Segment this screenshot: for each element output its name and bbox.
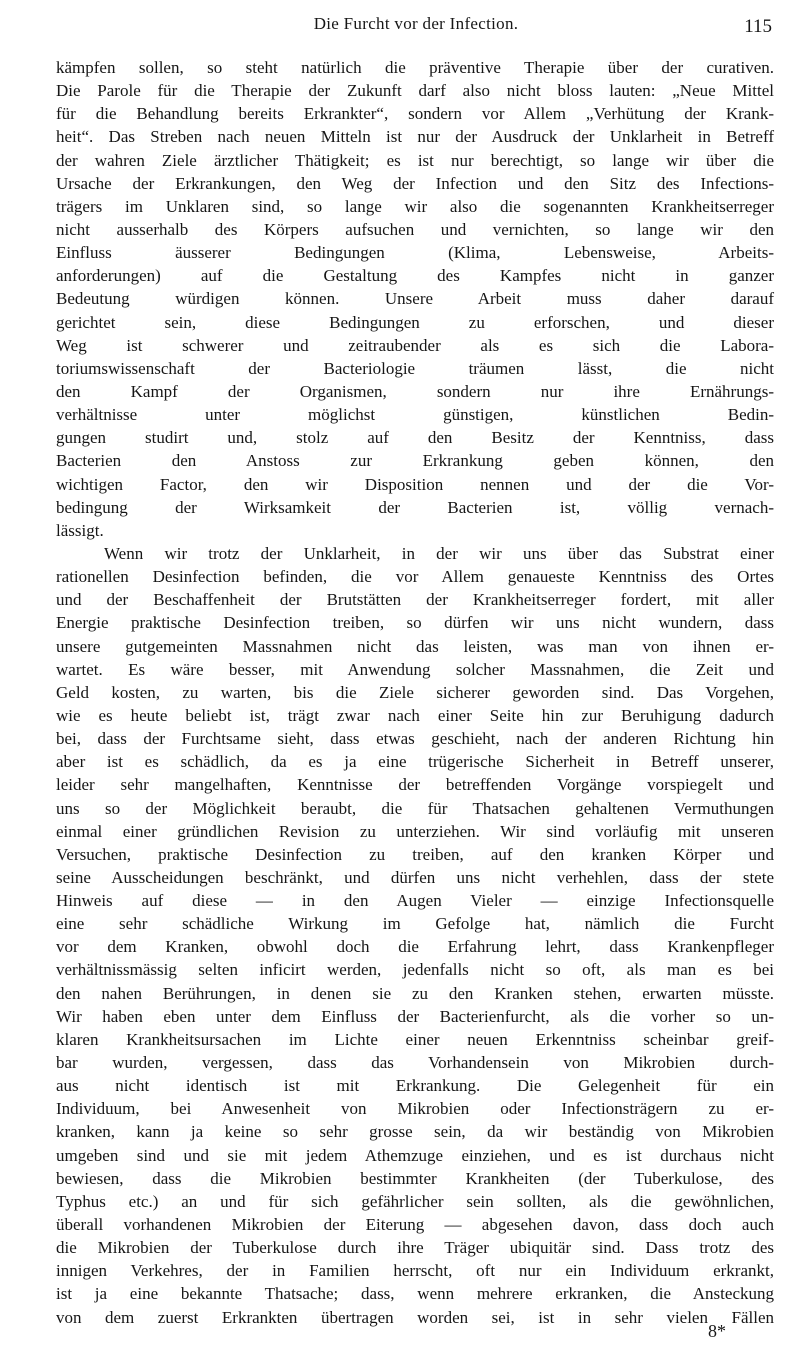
text-line: toriumswissenschaft der Bacteriologie träumen lässt, die nicht [56, 358, 774, 378]
text-line: innigen Verkehres, der in Familien herrscht, oft nur ein Individuum erkrankt, [56, 1261, 774, 1281]
text-line: bewiesen, dass die Mikrobien bestimmter Krankheiten (der Tuberkulose, des [56, 1168, 774, 1188]
text-line: uns so der Möglichkeit beraubt, die für Thatsachen gehaltenen Vermuthungen [56, 798, 774, 818]
text-line: Hinweis auf diese — in den Augen Vieler — einzige Infectionsquelle [56, 891, 774, 911]
text-line: Typhus etc.) an und für sich gefährlicher sein sollten, als die gewöhnlichen, [56, 1191, 774, 1211]
text-line: bei, dass der Furchtsame sieht, dass etwas geschieht, nach der anderen Richtung hin [56, 729, 774, 749]
text-line: überall vorhandenen Mikrobien der Eiterung — abgesehen davon, dass doch auch [56, 1215, 774, 1235]
text-line: leider sehr mangelhaften, Kenntnisse der betreffenden Vorgänge vorspiegelt und [56, 775, 774, 795]
text-line: gerichtet sein, diese Bedingungen zu erforschen, und dieser [56, 312, 774, 332]
text-line: bar wurden, vergessen, dass das Vorhandensein von Mikrobien durch- [56, 1053, 774, 1073]
running-title: Die Furcht vor der Infection. [313, 14, 519, 33]
text-line: nicht ausserhalb des Körpers aufsuchen und vernichten, so lange wir den [56, 219, 774, 239]
text-line: Energie praktische Desinfection treiben, so dürfen wir uns nicht wundern, dass [56, 613, 774, 633]
text-line: Bacterien den Anstoss zur Erkrankung geben können, den [56, 451, 774, 471]
page-header [60, 14, 772, 44]
text-line: rationellen Desinfection befinden, die vor Allem genaueste Kenntniss des Ortes [56, 567, 774, 587]
text-line: Bedeutung würdigen können. Unsere Arbeit muss daher darauf [56, 289, 774, 309]
text-line: und der Beschaffenheit der Brutstätten der Krankheitserreger fordert, mit aller [56, 590, 774, 610]
text-line: Weg ist schwerer und zeitraubender als es sich die Labora- [56, 335, 774, 355]
text-line: den nahen Berührungen, in denen sie zu den Kranken stehen, erwarten müsste. [56, 983, 774, 1003]
text-line: unsere gutgemeinten Massnahmen nicht das leisten, was man von ihnen er- [56, 636, 774, 656]
text-line: kämpfen sollen, so steht natürlich die präventive Therapie über der curativen. [56, 58, 774, 77]
text-line: Einfluss äusserer Bedingungen (Klima, Lebensweise, Arbeits- [56, 243, 774, 263]
text-line: anforderungen) auf die Gestaltung des Kampfes nicht in ganzer [56, 266, 774, 286]
text-line: den Kampf der Organismen, sondern nur ihre Ernährungs- [56, 381, 774, 401]
text-line: gungen studirt und, stolz auf den Besitz der Kenntniss, dass [56, 428, 774, 448]
text-line: Geld kosten, zu warten, bis die Ziele sicherer geworden sind. Das Vorgehen, [56, 682, 774, 702]
text-line: seine Ausscheidungen beschränkt, und dürfen uns nicht verhehlen, dass der stete [56, 867, 774, 887]
text-line: für die Behandlung bereits Erkrankter“, sondern vor Allem „Verhütung der Krank- [56, 104, 774, 124]
text-line: kranken, kann ja keine so sehr grosse sein, da wir beständig von Mikrobien [56, 1122, 774, 1142]
text-line: aus nicht identisch ist mit Erkrankung. Die Gelegenheit für ein [56, 1076, 774, 1096]
printer-signature: 8* [708, 1321, 726, 1341]
text-line: Ursache der Erkrankungen, den Weg der Infection und den Sitz des Infections- [56, 173, 774, 193]
text-line: von dem zuerst Erkrankten übertragen worden sei, ist in sehr vielen Fällen [56, 1307, 774, 1327]
text-line: wichtigen Factor, den wir Disposition nennen und der die Vor- [56, 474, 774, 494]
body-text [56, 56, 774, 1329]
text-line: Wenn wir trotz der Unklarheit, in der wir uns über das Substrat einer [104, 543, 774, 563]
text-line: die Mikrobien der Tuberkulose durch ihre Träger ubiquitär sind. Dass trotz des [56, 1238, 774, 1258]
text-line: eine sehr schädliche Wirkung im Gefolge hat, nämlich die Furcht [56, 914, 774, 934]
text-line: heit“. Das Streben nach neuen Mitteln ist nur der Ausdruck der Unklarheit in Betreff [56, 127, 774, 147]
text-line: Die Parole für die Therapie der Zukunft darf also nicht bloss lauten: „Neue Mittel [56, 81, 774, 101]
text-line: verhältnissmässig selten inficirt werden, jedenfalls nicht so oft, als man es bei [56, 960, 774, 980]
text-line: aber ist es schädlich, da es ja eine trügerische Sicherheit in Betreff unserer, [56, 752, 774, 772]
text-line: ist ja eine bekannte Thatsache; dass, wenn mehrere erkranken, die Ansteckung [56, 1284, 774, 1304]
text-line: bedingung der Wirksamkeit der Bacterien ist, völlig vernach- [56, 497, 774, 517]
text-line: Versuchen, praktische Desinfection zu treiben, auf den kranken Körper und [56, 844, 774, 864]
text-line: trägers im Unklaren sind, so lange wir also die sogenannten Krankheitserreger [56, 196, 774, 216]
text-line: klaren Krankheitsursachen im Lichte einer neuen Erkenntniss scheinbar greif- [56, 1029, 774, 1049]
text-line: wie es heute beliebt ist, trägt zwar nach einer Seite hin zur Beruhigung dadurch [56, 705, 774, 725]
text-line: lässigt. [56, 520, 104, 540]
text-line: wartet. Es wäre besser, mit Anwendung solcher Massnahmen, die Zeit und [56, 659, 774, 679]
page-number: 115 [744, 16, 772, 37]
text-line: Individuum, bei Anwesenheit von Mikrobien oder Infectionsträgern zu er- [56, 1099, 774, 1119]
text-line: vor dem Kranken, obwohl doch die Erfahrung lehrt, dass Krankenpfleger [56, 937, 774, 957]
text-line: Wir haben eben unter dem Einfluss der Bacterienfurcht, als die vorher so un- [56, 1006, 774, 1026]
text-line: einmal einer gründlichen Revision zu unterziehen. Wir sind vorläufig mit unseren [56, 821, 774, 841]
text-line: der wahren Ziele ärztlicher Thätigkeit; es ist nur berechtigt, so lange wir über die [56, 150, 774, 170]
text-line: verhältnisse unter möglichst günstigen, künstlichen Bedin- [56, 405, 774, 425]
text-line: umgeben sind und sie mit jedem Athemzuge einziehen, und es ist durchaus nicht [56, 1145, 774, 1165]
